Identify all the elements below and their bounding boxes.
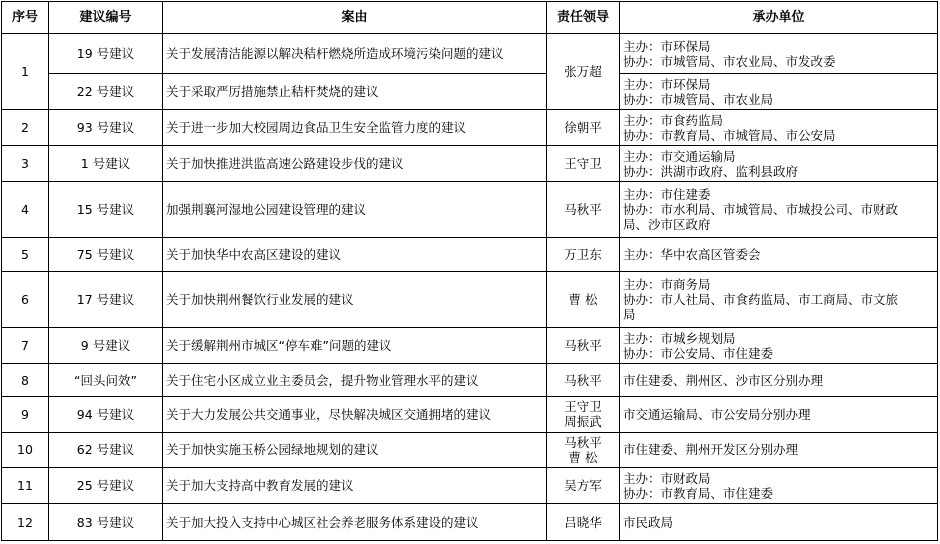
cell-id: 15 号建议 — [49, 181, 163, 238]
unit-line: 协办：市人社局、市食药监局、市工商局、市文旅 — [623, 292, 899, 308]
unit-line: 协办：市公安局、市住建委 — [623, 345, 774, 361]
cell-id: 19 号建议 — [49, 34, 163, 74]
leader-line: 张万超 — [564, 63, 602, 79]
cell-units — [620, 432, 938, 467]
cell-leader — [547, 468, 620, 504]
cell-seq: 2 — [2, 109, 49, 145]
unit-line: 协办：市教育局、市住建委 — [623, 485, 774, 501]
unit-line: 主办：市城乡规划局 — [623, 330, 736, 346]
cell-leader — [547, 363, 620, 396]
cell-subject: 关于加快华中农高区建设的建议 — [163, 238, 547, 271]
leader-line: 徐朝平 — [564, 120, 602, 136]
cell-id: 62 号建议 — [49, 432, 163, 467]
table-row — [2, 328, 938, 363]
table-row — [2, 397, 938, 432]
recommendation-table — [1, 1, 938, 541]
cell-units — [620, 504, 938, 541]
cell-id: 22 号建议 — [49, 74, 163, 109]
header-subject: 案由 — [163, 2, 547, 34]
table-row — [2, 109, 938, 145]
table-row — [2, 432, 938, 467]
cell-units — [620, 238, 938, 271]
cell-subject: 加强荆襄河湿地公园建设管理的建议 — [163, 181, 547, 238]
cell-leader — [547, 146, 620, 181]
unit-line: 局、沙市区政府 — [623, 217, 711, 233]
leader-line: 万卫东 — [564, 247, 602, 263]
table-row — [2, 271, 938, 328]
cell-subject: 关于采取严厉措施禁止秸杆焚烧的建议 — [163, 74, 547, 109]
header-units: 承办单位 — [620, 2, 938, 34]
cell-seq: 3 — [2, 146, 49, 181]
cell-id: 93 号建议 — [49, 109, 163, 145]
cell-leader — [547, 238, 620, 271]
cell-subject: 关于加快荆州餐饮行业发展的建议 — [163, 271, 547, 328]
leader-line: 马秋平 — [564, 202, 602, 218]
cell-subject: 关于加大支持高中教育发展的建议 — [163, 468, 547, 504]
unit-line: 协办：市城管局、市农业局 — [623, 91, 774, 107]
cell-leader — [547, 328, 620, 363]
leader-line: 马秋平 — [564, 372, 602, 388]
cell-leader — [547, 397, 620, 432]
unit-line: 协办：市教育局、市城管局、市公安局 — [623, 127, 836, 143]
cell-units — [620, 271, 938, 328]
unit-line: 主办：市商务局 — [623, 277, 711, 293]
unit-line: 局 — [623, 307, 636, 323]
leader-line: 马秋平 — [564, 338, 602, 354]
unit-line: 市住建委、荆州开发区分别办理 — [623, 442, 799, 458]
header-row — [2, 2, 938, 34]
cell-seq: 8 — [2, 363, 49, 396]
unit-line: 主办：市财政局 — [623, 470, 711, 486]
unit-line: 协办：市水利局、市城管局、市城投公司、市财政 — [623, 202, 899, 218]
cell-id: 94 号建议 — [49, 397, 163, 432]
cell-subject: 关于加快实施玉桥公园绿地规划的建议 — [163, 432, 547, 467]
cell-seq: 1 — [2, 34, 49, 110]
cell-units — [620, 468, 938, 504]
cell-seq: 10 — [2, 432, 49, 467]
leader-line: 吴方军 — [564, 478, 602, 494]
table-row — [2, 468, 938, 504]
unit-line: 市住建委、荆州区、沙市区分别办理 — [623, 372, 824, 388]
cell-id: 1 号建议 — [49, 146, 163, 181]
unit-line: 主办：市环保局 — [623, 76, 711, 92]
table-row — [2, 34, 938, 74]
table-row — [2, 146, 938, 181]
cell-units — [620, 363, 938, 396]
cell-seq: 9 — [2, 397, 49, 432]
cell-units — [620, 328, 938, 363]
cell-subject: 关于住宅小区成立业主委员会，提升物业管理水平的建议 — [163, 363, 547, 396]
leader-line: 吕晓华 — [564, 514, 602, 530]
cell-subject: 关于加大投入支持中心城区社会养老服务体系建设的建议 — [163, 504, 547, 541]
cell-leader — [547, 432, 620, 467]
header-leader: 责任领导 — [547, 2, 620, 34]
table-row — [2, 181, 938, 238]
table-row — [2, 238, 938, 271]
cell-units — [620, 146, 938, 181]
cell-seq: 6 — [2, 271, 49, 328]
unit-line: 主办：市交通运输局 — [623, 148, 736, 164]
cell-id: 75 号建议 — [49, 238, 163, 271]
cell-subject: 关于发展清洁能源以解决秸杆燃烧所造成环境污染问题的建议 — [163, 34, 547, 74]
unit-line: 主办：市食药监局 — [623, 112, 724, 128]
cell-units — [620, 109, 938, 145]
leader-line: 马秋平 — [564, 434, 602, 450]
unit-line: 协办：市城管局、市农业局、市发改委 — [623, 53, 836, 69]
cell-id: 25 号建议 — [49, 468, 163, 504]
cell-units — [620, 397, 938, 432]
header-id: 建议编号 — [49, 2, 163, 34]
cell-seq: 7 — [2, 328, 49, 363]
leader-line: 王守卫 — [564, 399, 602, 415]
cell-units — [620, 34, 938, 74]
header-seq: 序号 — [2, 2, 49, 34]
leader-line: 曹 松 — [568, 449, 598, 465]
cell-seq: 4 — [2, 181, 49, 238]
unit-line: 市民政局 — [623, 514, 674, 530]
unit-line: 主办：市环保局 — [623, 38, 711, 54]
cell-units — [620, 181, 938, 238]
table-body — [2, 34, 938, 541]
cell-id: “回头问效” — [49, 363, 163, 396]
cell-subject: 关于加快推进洪监高速公路建设步伐的建议 — [163, 146, 547, 181]
table-row — [2, 363, 938, 396]
cell-seq: 11 — [2, 468, 49, 504]
cell-subject: 关于缓解荆州市城区“停车难”问题的建议 — [163, 328, 547, 363]
cell-id: 17 号建议 — [49, 271, 163, 328]
unit-line: 主办：华中农高区管委会 — [623, 247, 761, 263]
cell-subject: 关于进一步加大校园周边食品卫生安全监管力度的建议 — [163, 109, 547, 145]
cell-leader — [547, 271, 620, 328]
cell-id: 83 号建议 — [49, 504, 163, 541]
cell-id: 9 号建议 — [49, 328, 163, 363]
table-row — [2, 504, 938, 541]
cell-seq: 5 — [2, 238, 49, 271]
cell-units — [620, 74, 938, 109]
cell-subject: 关于大力发展公共交通事业，尽快解决城区交通拥堵的建议 — [163, 397, 547, 432]
cell-leader — [547, 34, 620, 110]
cell-leader — [547, 109, 620, 145]
leader-line: 曹 松 — [568, 292, 598, 308]
leader-line: 王守卫 — [564, 156, 602, 171]
cell-leader — [547, 504, 620, 541]
cell-leader — [547, 181, 620, 238]
leader-line: 周振武 — [564, 414, 602, 430]
unit-line: 主办：市住建委 — [623, 187, 711, 203]
cell-seq: 12 — [2, 504, 49, 541]
unit-line: 市交通运输局、市公安局分别办理 — [623, 406, 811, 422]
table-row — [2, 74, 938, 109]
unit-line: 协办：洪湖市政府、监利县政府 — [623, 163, 799, 179]
